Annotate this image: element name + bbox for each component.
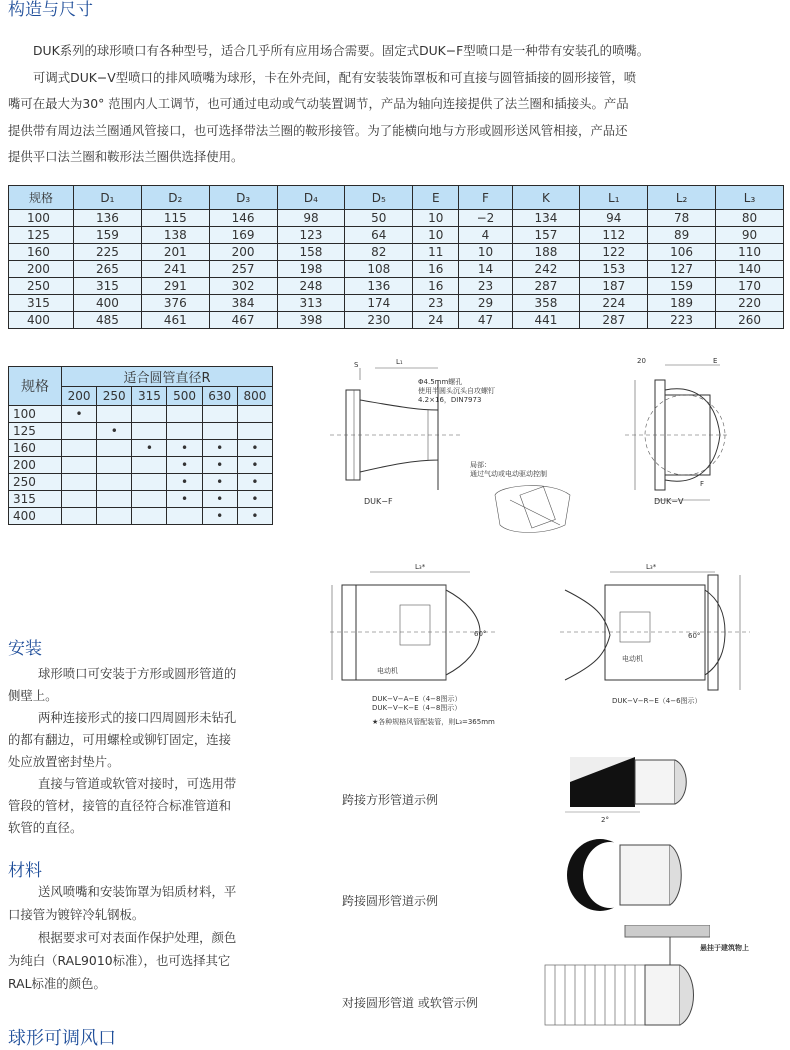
table-cell: 400	[74, 295, 142, 312]
col-header: D₃	[209, 186, 277, 210]
compatibility-mark	[237, 423, 272, 440]
col-header: D₂	[141, 186, 209, 210]
intro-paragraph	[8, 38, 783, 171]
dim-l3-label: L₃*	[415, 563, 426, 571]
duk-v-r-e-drawing	[560, 572, 750, 690]
compatibility-mark: •	[202, 491, 237, 508]
table-cell: 265	[74, 261, 142, 278]
table-row	[9, 244, 784, 261]
actuator-detail-drawing	[495, 486, 570, 533]
table-cell: 123	[277, 227, 345, 244]
table-cell: 189	[648, 295, 716, 312]
table-cell: 220	[716, 295, 784, 312]
table-cell: 64	[345, 227, 413, 244]
dimension-table	[8, 185, 784, 329]
compatibility-mark: •	[202, 508, 237, 525]
size-cell: 125	[9, 423, 62, 440]
col-header: 500	[167, 387, 202, 406]
size-cell: 160	[9, 440, 62, 457]
table-cell: 140	[716, 261, 784, 278]
install-line: 侧壁上。	[8, 688, 58, 703]
table-cell: 110	[716, 244, 784, 261]
table-cell: 287	[512, 278, 580, 295]
install-line: 两种连接形式的接口四周圆形未钻孔	[38, 710, 237, 725]
table-cell: 78	[648, 210, 716, 227]
vae-label	[372, 695, 461, 713]
duk-f-label: DUK−F	[364, 497, 393, 506]
table-row	[9, 508, 273, 525]
material-line: 根据要求可对表面作保护处理，颜色	[38, 930, 237, 945]
dim-20-label: 20	[637, 357, 646, 365]
col-header: 800	[237, 387, 272, 406]
section-title-install: 安装	[8, 639, 42, 659]
table-row	[9, 210, 784, 227]
table-cell: 47	[459, 312, 512, 329]
table-cell: 112	[580, 227, 648, 244]
square-duct-example-caption: 跨接方形管道示例	[342, 793, 439, 807]
corner-header: 规格	[9, 367, 62, 406]
table-cell: 159	[74, 227, 142, 244]
compatibility-mark: •	[202, 474, 237, 491]
dim-e-label: E	[713, 357, 718, 365]
table-cell: 160	[9, 244, 74, 261]
dim-60-label: 60°	[474, 630, 487, 638]
material-line: 口接管为镀锌冷轧钢板。	[8, 907, 145, 922]
vae-label-line: DUK−V−K−E（4−8图示）	[372, 704, 462, 712]
col-header: D₅	[345, 186, 413, 210]
compatibility-mark: •	[167, 474, 202, 491]
bolt-note	[418, 378, 495, 405]
table-cell: 90	[716, 227, 784, 244]
table-header-row	[9, 186, 784, 210]
table-cell: 400	[9, 312, 74, 329]
table-row	[9, 474, 273, 491]
col-header: E	[413, 186, 459, 210]
table-cell: 106	[648, 244, 716, 261]
table-cell: 157	[512, 227, 580, 244]
intro-line: 可调式DUK−V型喷口的排风喷嘴为球形，卡在外壳间，配有安装装饰罩板和可直接与圆管插接的圆形接管，喷	[33, 69, 637, 85]
table-row	[9, 491, 273, 508]
table-row	[9, 423, 273, 440]
table-cell: 315	[74, 278, 142, 295]
size-cell: 200	[9, 457, 62, 474]
intro-line: DUK系列的球形喷口有各种型号，适合几乎所有应用场合需要。固定式DUK−F型喷口是一种带有安装孔的喷嘴。	[33, 43, 650, 58]
material-paragraph	[8, 880, 293, 995]
table-cell: 441	[512, 312, 580, 329]
compatibility-mark	[167, 406, 202, 423]
col-header: 规格	[9, 186, 74, 210]
square-duct-example-image	[565, 752, 700, 817]
compatibility-mark: •	[167, 440, 202, 457]
local-note	[470, 461, 547, 479]
table-cell: 100	[9, 210, 74, 227]
table-cell: 125	[9, 227, 74, 244]
table-cell: 250	[9, 278, 74, 295]
table-cell: 29	[459, 295, 512, 312]
compatibility-mark: •	[167, 491, 202, 508]
compatibility-mark	[132, 491, 167, 508]
table-cell: 146	[209, 210, 277, 227]
local-note-line: 局部：	[470, 461, 491, 469]
size-cell: 100	[9, 406, 62, 423]
col-header: L₁	[580, 186, 648, 210]
col-header: D₁	[74, 186, 142, 210]
compatibility-mark: •	[237, 491, 272, 508]
compatibility-mark: •	[167, 457, 202, 474]
compatibility-mark	[167, 423, 202, 440]
col-header: K	[512, 186, 580, 210]
table-cell: 170	[716, 278, 784, 295]
vre-label: DUK−V−R−E（4−6图示）	[612, 697, 702, 705]
compatibility-mark	[132, 406, 167, 423]
table-cell: 134	[512, 210, 580, 227]
table-cell: 485	[74, 312, 142, 329]
col-header: 630	[202, 387, 237, 406]
duk-v-drawing	[625, 365, 730, 500]
compatibility-mark	[237, 406, 272, 423]
table-cell: 200	[9, 261, 74, 278]
install-line: 软管的直径。	[8, 820, 83, 835]
table-cell: 4	[459, 227, 512, 244]
table-row	[9, 227, 784, 244]
material-line: RAL标准的颜色。	[8, 976, 106, 991]
table-cell: 398	[277, 312, 345, 329]
install-line: 的都有翻边，可用螺栓或铆钉固定，连接	[8, 732, 232, 747]
table-header-row	[9, 367, 273, 387]
compatibility-mark	[62, 457, 97, 474]
compatibility-mark	[62, 474, 97, 491]
table-cell: 223	[648, 312, 716, 329]
table-row	[9, 406, 273, 423]
table-cell: 122	[580, 244, 648, 261]
dim-s-label: S	[354, 361, 359, 369]
table-cell: 10	[413, 210, 459, 227]
col-header: 315	[132, 387, 167, 406]
table-row	[9, 457, 273, 474]
table-cell: 82	[345, 244, 413, 261]
dim-60-label: 60°	[688, 632, 701, 640]
section-title-material: 材料	[8, 861, 42, 881]
table-cell: 127	[648, 261, 716, 278]
table-cell: 94	[580, 210, 648, 227]
table-cell: 16	[413, 278, 459, 295]
table-cell: 98	[277, 210, 345, 227]
table-cell: 230	[345, 312, 413, 329]
table-cell: 315	[9, 295, 74, 312]
pipe-diameter-table	[8, 366, 273, 525]
dim-f-label: F	[700, 480, 705, 488]
install-line: 管段的管材，接管的直径符合标准管道和	[8, 798, 232, 813]
table-cell: −2	[459, 210, 512, 227]
install-line: 球形喷口可安装于方形或圆形管道的	[38, 666, 237, 681]
round-duct-example-image	[565, 835, 700, 915]
compatibility-mark	[132, 508, 167, 525]
table-cell: 187	[580, 278, 648, 295]
hang-label: 悬挂于建筑物上	[700, 944, 749, 952]
table-cell: 467	[209, 312, 277, 329]
material-line: 为纯白（RAL9010标准），也可选择其它	[8, 953, 231, 968]
table-cell: 138	[141, 227, 209, 244]
table-cell: 169	[209, 227, 277, 244]
compatibility-mark	[62, 508, 97, 525]
vae-label-line: DUK−V−A−E（4−8图示）	[372, 695, 462, 703]
table-cell: 313	[277, 295, 345, 312]
motor-label: 电动机	[622, 655, 643, 663]
table-cell: 136	[74, 210, 142, 227]
table-cell: 10	[413, 227, 459, 244]
bolt-note-line: Φ4.5mm螺孔	[418, 378, 463, 386]
compatibility-mark	[62, 440, 97, 457]
compatibility-mark	[62, 491, 97, 508]
table-row	[9, 295, 784, 312]
compatibility-mark	[97, 508, 132, 525]
table-cell: 136	[345, 278, 413, 295]
compatibility-mark: •	[62, 406, 97, 423]
compatibility-mark: •	[237, 508, 272, 525]
table-cell: 158	[277, 244, 345, 261]
intro-line: 提供平口法兰圈和鞍形法兰圈供选择使用。	[8, 149, 244, 164]
round-duct-example-caption: 跨接圆形管道示例	[342, 894, 439, 908]
compatibility-mark: •	[97, 423, 132, 440]
compatibility-mark	[202, 406, 237, 423]
duk-v-a-e-drawing	[330, 572, 495, 680]
table-cell: 201	[141, 244, 209, 261]
compatibility-mark	[132, 423, 167, 440]
install-line: 处应放置密封垫片。	[8, 754, 120, 769]
table-row	[9, 312, 784, 329]
table-cell: 50	[345, 210, 413, 227]
table-cell: 115	[141, 210, 209, 227]
table-cell: 241	[141, 261, 209, 278]
compatibility-mark	[132, 474, 167, 491]
install-line: 直接与管道或软管对接时，可选用带	[38, 776, 237, 791]
compatibility-mark	[202, 423, 237, 440]
compatibility-mark	[97, 440, 132, 457]
compatibility-mark: •	[202, 440, 237, 457]
intro-line: 提供带有周边法兰圈通风管接口，也可选择带法兰圈的鞍形接管。为了能横向地与方形或圆形送风管相接，产品还	[8, 122, 628, 138]
table-cell: 174	[345, 295, 413, 312]
table-cell: 287	[580, 312, 648, 329]
table-cell: 302	[209, 278, 277, 295]
duk-v-label: DUK−V	[654, 497, 684, 506]
compatibility-mark	[62, 423, 97, 440]
col-header: D₄	[277, 186, 345, 210]
size-cell: 250	[9, 474, 62, 491]
butt-duct-example-image	[540, 925, 710, 1030]
table-cell: 24	[413, 312, 459, 329]
table-row	[9, 278, 784, 295]
col-header: 200	[62, 387, 97, 406]
col-header: L₃	[716, 186, 784, 210]
compatibility-mark	[97, 406, 132, 423]
table-cell: 159	[648, 278, 716, 295]
compatibility-mark	[132, 457, 167, 474]
compatibility-mark	[97, 457, 132, 474]
table-cell: 23	[413, 295, 459, 312]
compatibility-mark: •	[132, 440, 167, 457]
table-cell: 16	[413, 261, 459, 278]
compatibility-mark	[97, 491, 132, 508]
material-line: 送风喷嘴和安装饰罩为铝质材料，平	[38, 884, 237, 899]
table-cell: 461	[141, 312, 209, 329]
bolt-note-line: 使用半圆头沉头自攻螺钉	[418, 387, 495, 395]
intro-line: 嘴可在最大为30° 范围内人工调节，也可通过电动或气动装置调节，产品为轴向连接提供了法兰圈和插接头。产品	[8, 96, 629, 111]
group-header: 适合圆管直径R	[62, 367, 273, 387]
table-cell: 11	[413, 244, 459, 261]
table-cell: 248	[277, 278, 345, 295]
table-cell: 384	[209, 295, 277, 312]
bolt-note-line: 4.2×16，DIN7973	[418, 396, 482, 404]
compatibility-mark	[167, 508, 202, 525]
col-header: F	[459, 186, 512, 210]
table-cell: 376	[141, 295, 209, 312]
table-cell: 10	[459, 244, 512, 261]
compatibility-mark	[97, 474, 132, 491]
table-cell: 242	[512, 261, 580, 278]
table-cell: 108	[345, 261, 413, 278]
section-title-construction: 构造与尺寸	[8, 0, 93, 20]
table-cell: 257	[209, 261, 277, 278]
star-note: ★各种规格风管配装管，则L₃=365mm	[372, 718, 495, 726]
local-note-line: 通过气动或电动驱动控制	[470, 470, 547, 478]
table-cell: 23	[459, 278, 512, 295]
motor-label: 电动机	[377, 667, 398, 675]
table-cell: 260	[716, 312, 784, 329]
table-cell: 89	[648, 227, 716, 244]
section-title-next: 球形可调风口	[8, 1028, 116, 1049]
size-cell: 400	[9, 508, 62, 525]
compatibility-mark: •	[202, 457, 237, 474]
compatibility-mark: •	[237, 440, 272, 457]
compatibility-mark: •	[237, 457, 272, 474]
compatibility-mark: •	[237, 474, 272, 491]
table-cell: 80	[716, 210, 784, 227]
table-cell: 14	[459, 261, 512, 278]
install-paragraph	[8, 663, 293, 839]
butt-duct-example-caption: 对接圆形管道 或软管示例	[342, 996, 478, 1010]
table-cell: 291	[141, 278, 209, 295]
table-cell: 198	[277, 261, 345, 278]
col-header: 250	[97, 387, 132, 406]
table-cell: 224	[580, 295, 648, 312]
col-header: L₂	[648, 186, 716, 210]
size-cell: 315	[9, 491, 62, 508]
table-row	[9, 261, 784, 278]
dim-l3-label: L₃*	[646, 563, 657, 571]
dim-l1-label: L₁	[396, 358, 403, 366]
table-cell: 358	[512, 295, 580, 312]
table-cell: 188	[512, 244, 580, 261]
table-cell: 225	[74, 244, 142, 261]
table-cell: 153	[580, 261, 648, 278]
angle-label: 2°	[601, 816, 609, 824]
table-cell: 200	[209, 244, 277, 261]
table-row	[9, 440, 273, 457]
